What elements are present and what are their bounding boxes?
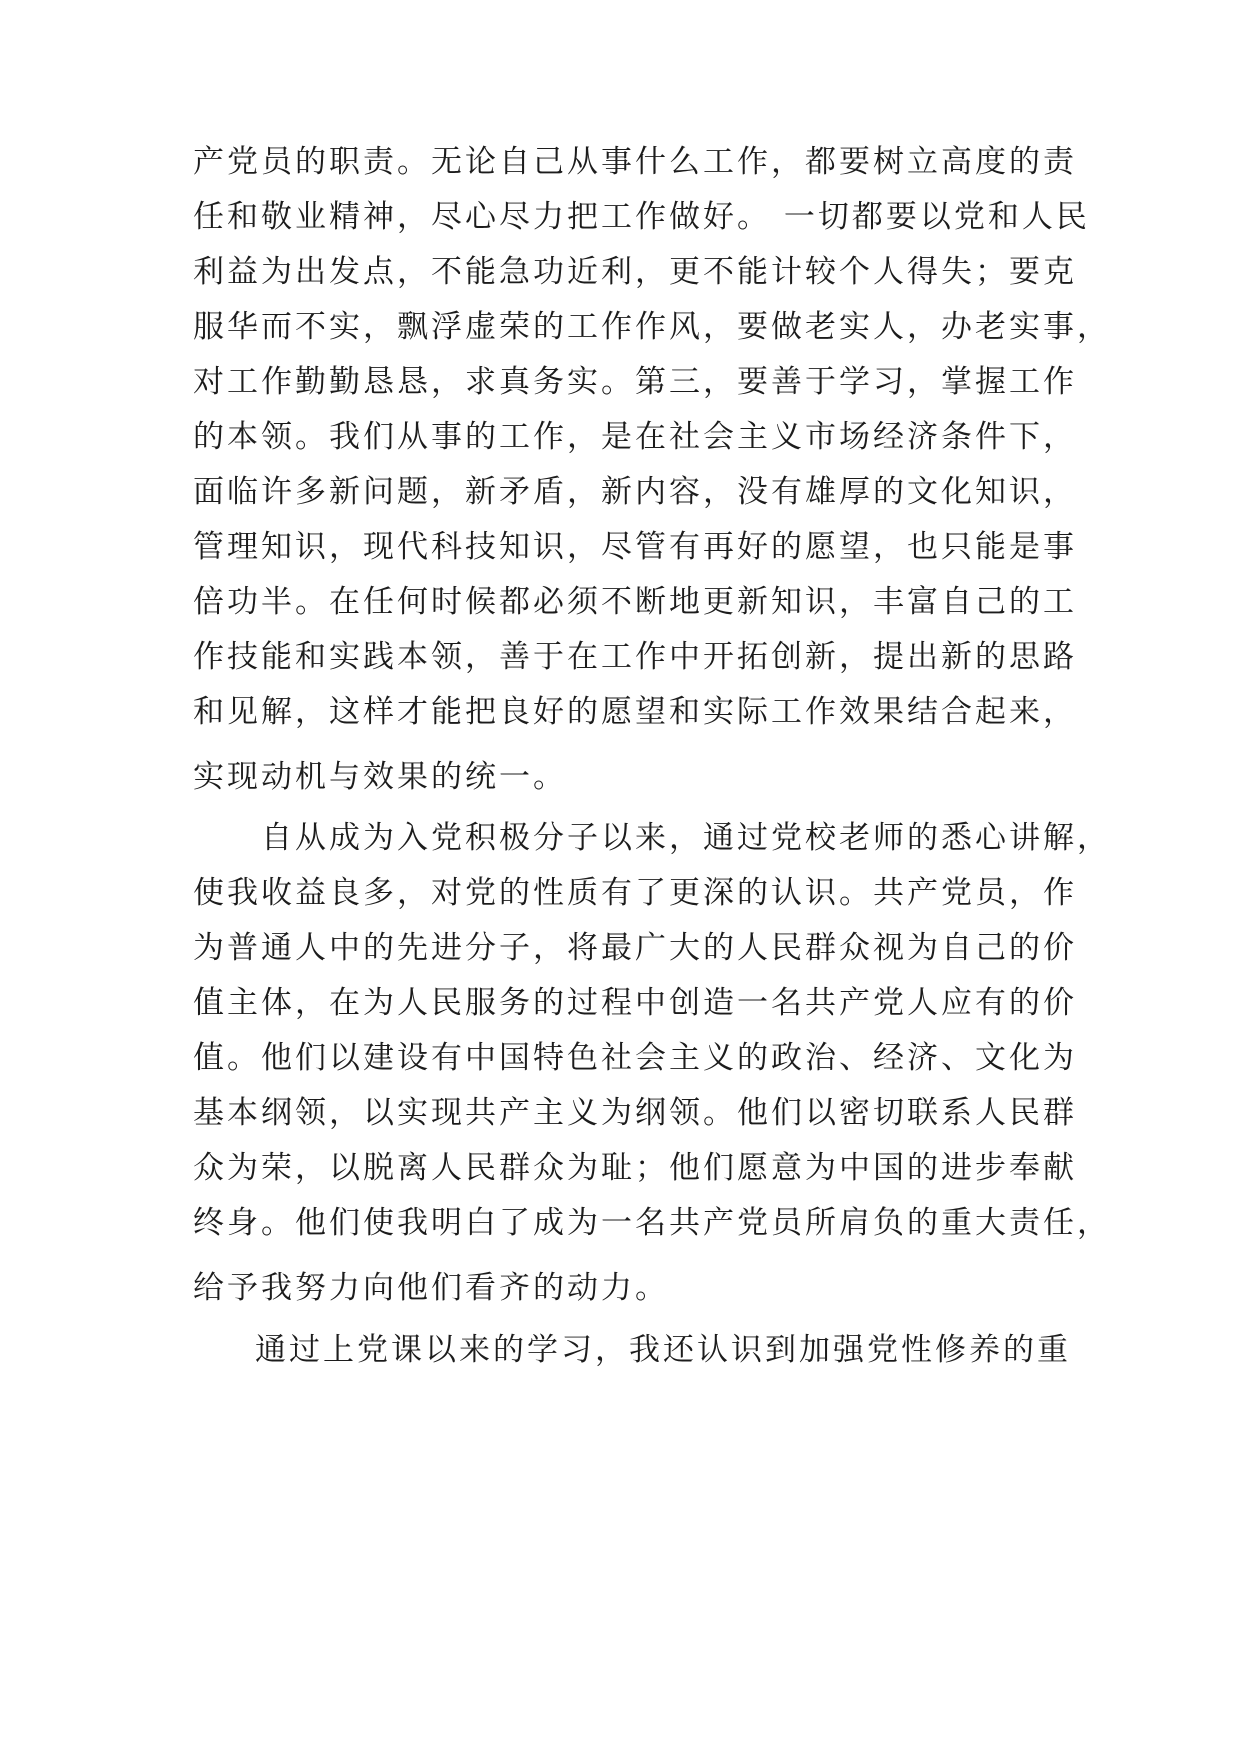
text-line: 服华而不实，飘浮虚荣的工作作风，要做老实人，办老实事，: [193, 309, 1111, 345]
text-line: 实现动机与效果的统一。: [193, 759, 567, 795]
text-line: 给予我努力向他们看齐的动力。: [193, 1270, 669, 1306]
text-line: 值主体，在为人民服务的过程中创造一名共产党人应有的价: [193, 985, 1077, 1021]
text-line: 面临许多新问题，新矛盾，新内容，没有雄厚的文化知识，: [193, 474, 1077, 510]
text-line: 众为荣，以脱离人民群众为耻；他们愿意为中国的进步奉献: [193, 1150, 1077, 1186]
text-line: 产党员的职责。无论自己从事什么工作，都要树立高度的责: [193, 144, 1077, 180]
text-line: 基本纲领，以实现共产主义为纲领。他们以密切联系人民群: [193, 1095, 1077, 1131]
paragraph-first-line: 通过上党课以来的学习，我还认识到加强党性修养的重: [255, 1332, 1071, 1368]
text-line: 为普通人中的先进分子，将最广大的人民群众视为自己的价: [193, 930, 1077, 966]
text-line: 使我收益良多，对党的性质有了更深的认识。共产党员，作: [193, 875, 1077, 911]
text-line: 的本领。我们从事的工作，是在社会主义市场经济条件下，: [193, 419, 1077, 455]
text-line: 任和敬业精神，尽心尽力把工作做好。 一切都要以党和人民: [193, 199, 1090, 235]
text-line: 对工作勤勤恳恳，求真务实。第三，要善于学习，掌握工作: [193, 364, 1077, 400]
text-line: 值。他们以建设有中国特色社会主义的政治、经济、文化为: [193, 1040, 1077, 1076]
text-line: 管理知识，现代科技知识，尽管有再好的愿望，也只能是事: [193, 529, 1077, 565]
text-line: 和见解，这样才能把良好的愿望和实际工作效果结合起来，: [193, 694, 1077, 730]
text-line: 倍功半。在任何时候都必须不断地更新知识，丰富自己的工: [193, 584, 1077, 620]
paragraph-first-line: 自从成为入党积极分子以来，通过党校老师的悉心讲解，: [261, 820, 1111, 856]
text-line: 终身。他们使我明白了成为一名共产党员所肩负的重大责任，: [193, 1205, 1111, 1241]
text-line: 利益为出发点，不能急功近利，更不能计较个人得失；要克: [193, 254, 1077, 290]
text-line: 作技能和实践本领，善于在工作中开拓创新，提出新的思路: [193, 639, 1077, 675]
